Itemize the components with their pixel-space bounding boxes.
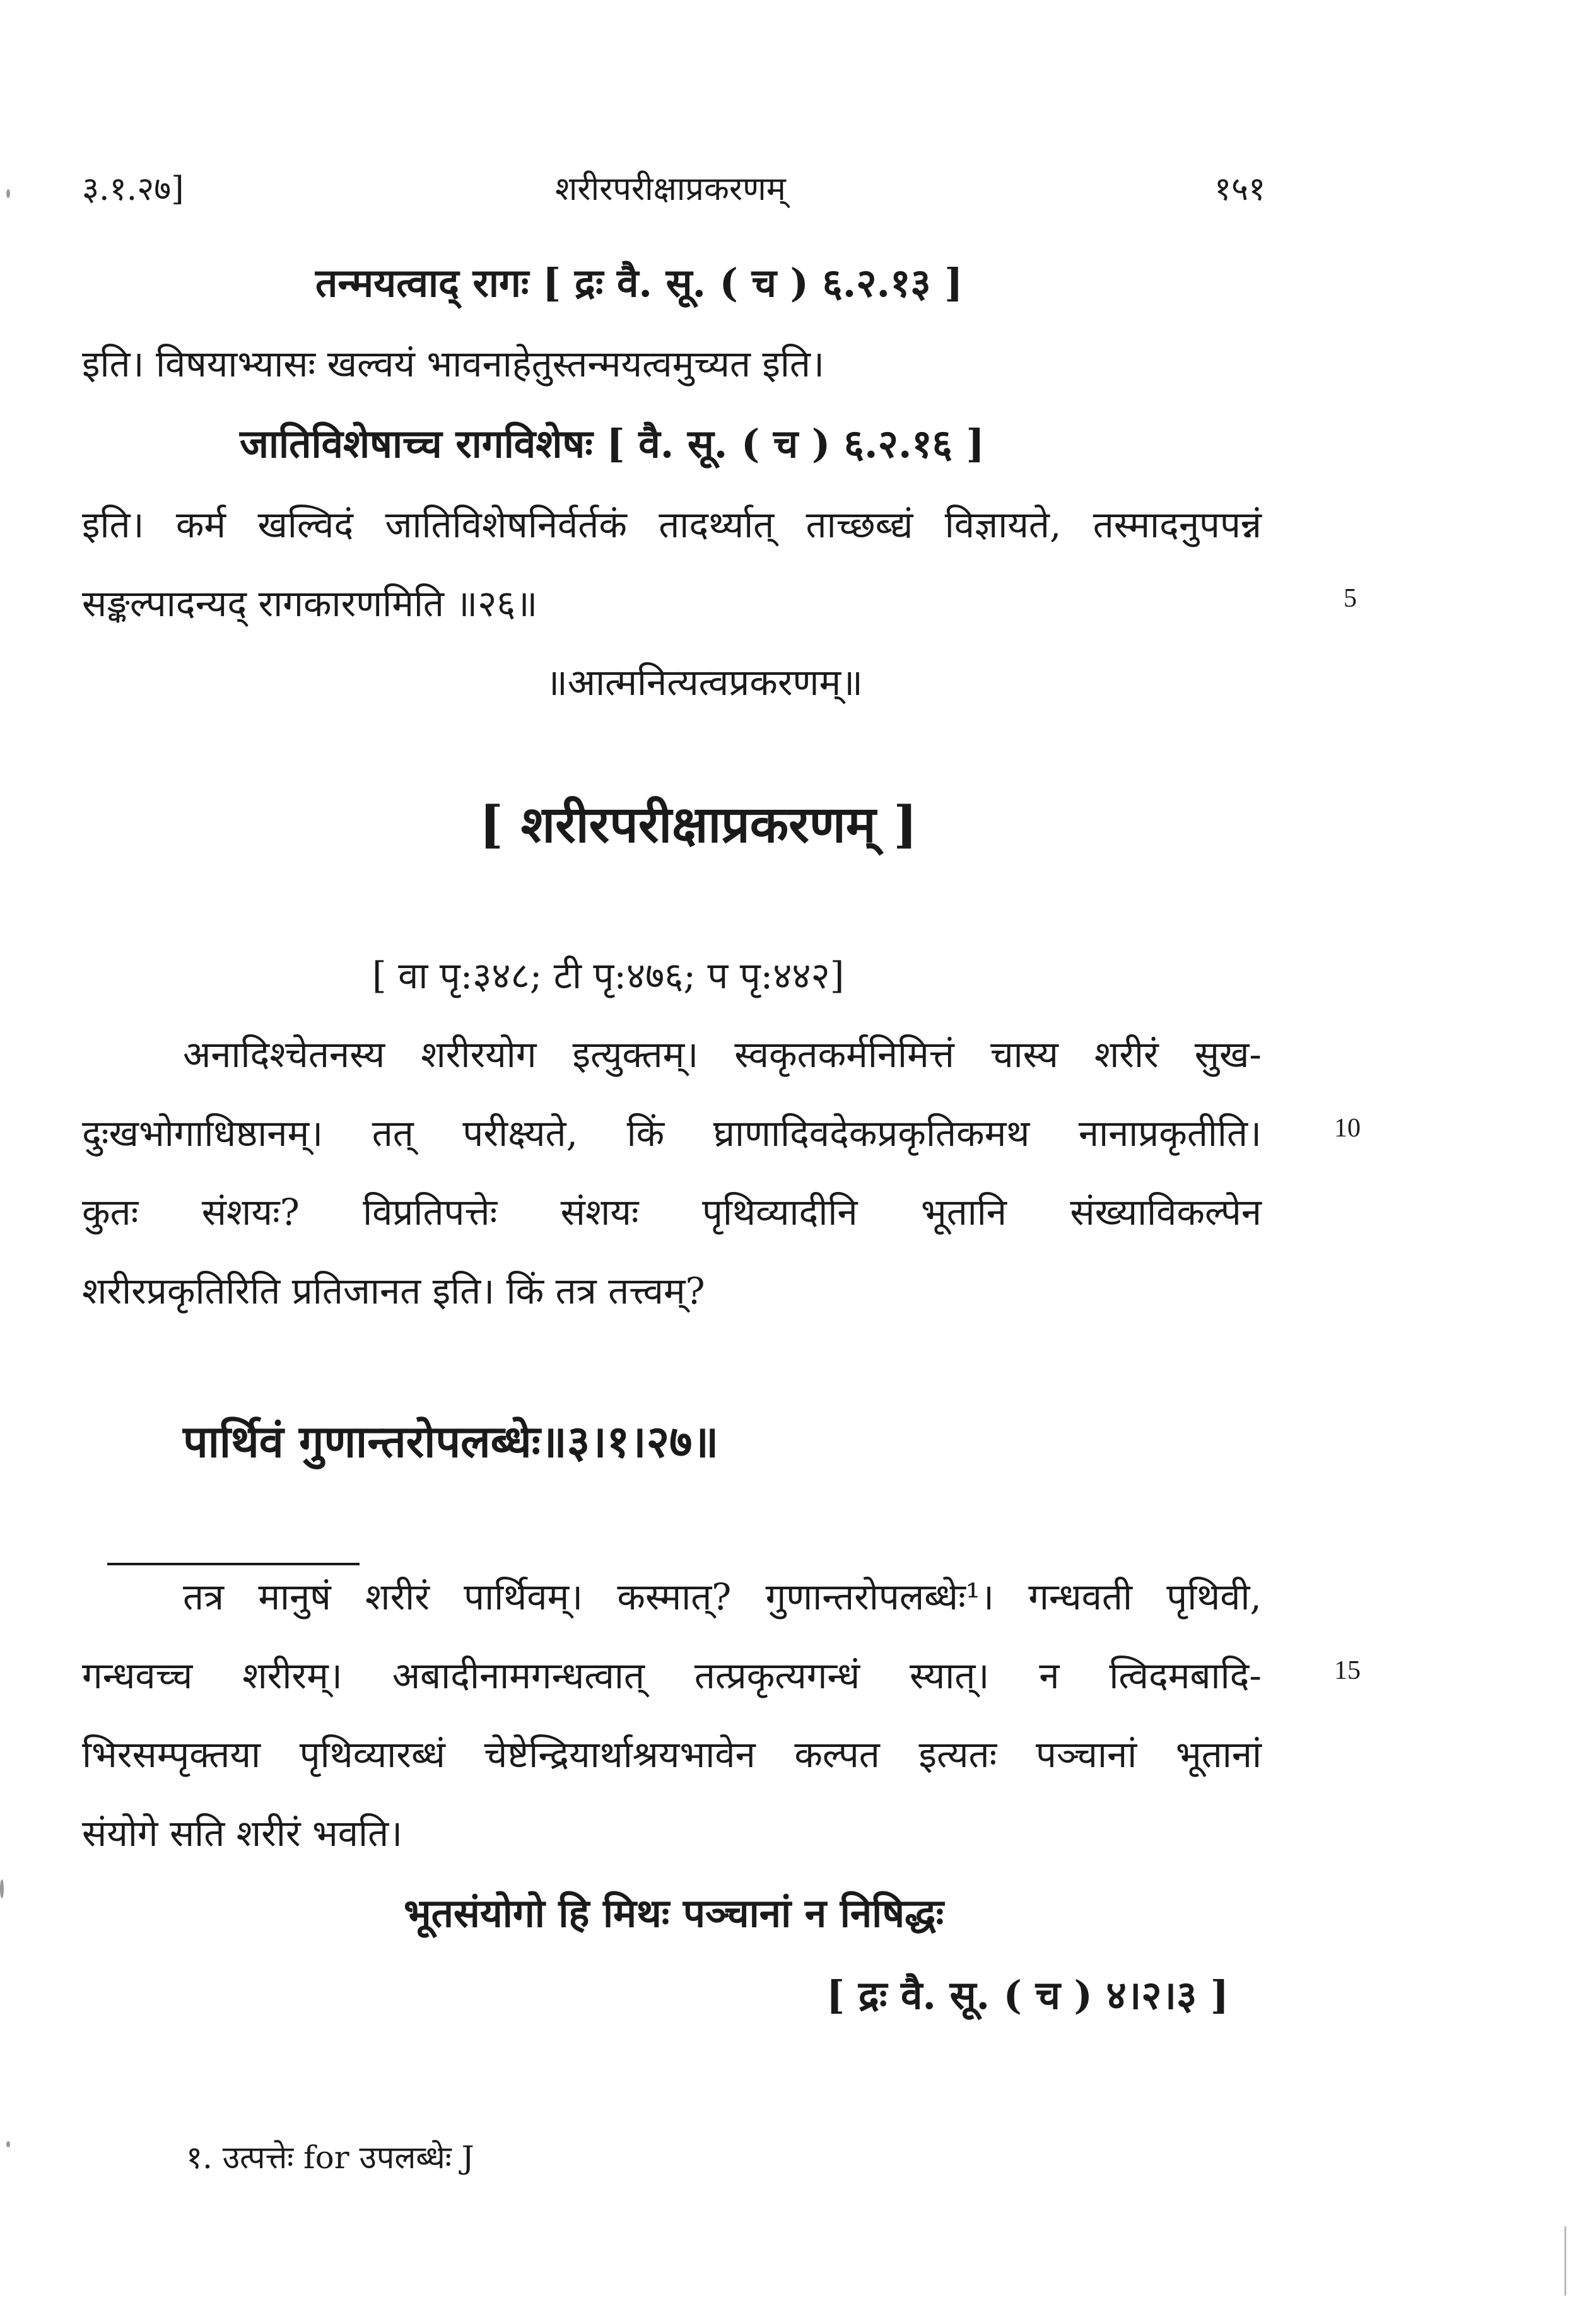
sutra-citation: तन्मयत्वाद् रागः [ द्रः वै. सू. ( च ) ६.२.१३ ]: [315, 260, 963, 306]
section-title: [ शरीरपरीक्षाप्रकरणम् ]: [479, 795, 918, 854]
text-line: इति। विषयाभ्यासः खल्वयं भावनाहेतुस्तन्मयत्वमुच्यत इति।: [82, 342, 824, 385]
text-line: सङ्कल्पादन्यद् रागकारणमिति ॥२६॥: [82, 582, 538, 625]
paragraph-line: भिरसम्पृक्तया पृथिव्यारब्धं चेष्टेन्द्रियार्थाश्रयभावेन कल्पत इत्यतः पञ्चानां भूतानां: [82, 1733, 1262, 1776]
scan-speck: [6, 2141, 10, 2147]
paragraph-line: संयोगे सति शरीरं भवति।: [82, 1812, 403, 1855]
line-number: 10: [1334, 1114, 1361, 1143]
page-reference: [ वा पृ:३४८; टी पृ:४७६; प पृ:४४२]: [372, 954, 845, 997]
main-sutra: पार्थिवं गुणान्तरोपलब्धेः॥३।१।२७॥: [183, 1415, 719, 1468]
paragraph-line: गन्धवच्च शरीरम्। अबादीनामगन्धत्वात् तत्प्रकृत्यगन्धं स्यात्। न त्विदमबादि-: [82, 1654, 1262, 1697]
paragraph-line: शरीरप्रकृतिरिति प्रतिजानत इति। किं तत्र तत्त्वम्?: [82, 1270, 705, 1312]
header-title: शरीरपरीक्षाप्रकरणम्: [555, 170, 786, 208]
section-end-marker: ॥आत्मनित्यत्वप्रकरणम्॥: [546, 661, 863, 704]
line-number: 5: [1344, 584, 1357, 613]
scan-speck: [6, 189, 10, 198]
scan-speck: [0, 1879, 4, 1898]
paragraph-line: दुःखभोगाधिष्ठानम्। तत् परीक्ष्यते, किं घ्राणादिवदेकप्रकृतिकमथ नानाप्रकृतीति।: [82, 1112, 1262, 1155]
header-section-ref: ३.१.२७]: [82, 170, 184, 208]
quoted-sutra-citation: [ द्रः वै. सू. ( च ) ४।२।३ ]: [826, 1972, 1229, 2018]
scan-speck: [1564, 2226, 1566, 2296]
footnote-rule: [107, 1563, 360, 1565]
page-number: १५१: [1214, 170, 1266, 208]
text-line: इति। कर्म खल्विदं जातिविशेषनिर्वर्तकं तादर्थ्यात् ताच्छब्द्यं विज्ञायते, तस्मादनुपपन्नं: [82, 503, 1262, 546]
paragraph-line: अनादिश्चेतनस्य शरीरयोग इत्युक्तम्। स्वकृतकर्मनिमित्तं चास्य शरीरं सुख-: [183, 1033, 1262, 1076]
quoted-sutra: भूतसंयोगो हि मिथः पञ्चानां न निषिद्धः: [404, 1890, 944, 1936]
line-number: 15: [1334, 1656, 1361, 1685]
paragraph-line: कुतः संशयः? विप्रतिपत्तेः संशयः पृथिव्यादीनि भूतानि संख्याविकल्पेन: [82, 1191, 1262, 1234]
sutra-citation: जातिविशेषाच्च रागविशेषः [ वै. सू. ( च ) ६.२.१६ ]: [240, 421, 985, 467]
footnote: १. उत्पत्तेः for उपलब्धेः J: [186, 2139, 474, 2176]
paragraph-line: तत्र मानुषं शरीरं पार्थिवम्। कस्मात्? गुणान्तरोपलब्धेः¹। गन्धवती पृथिवी,: [183, 1575, 1262, 1618]
